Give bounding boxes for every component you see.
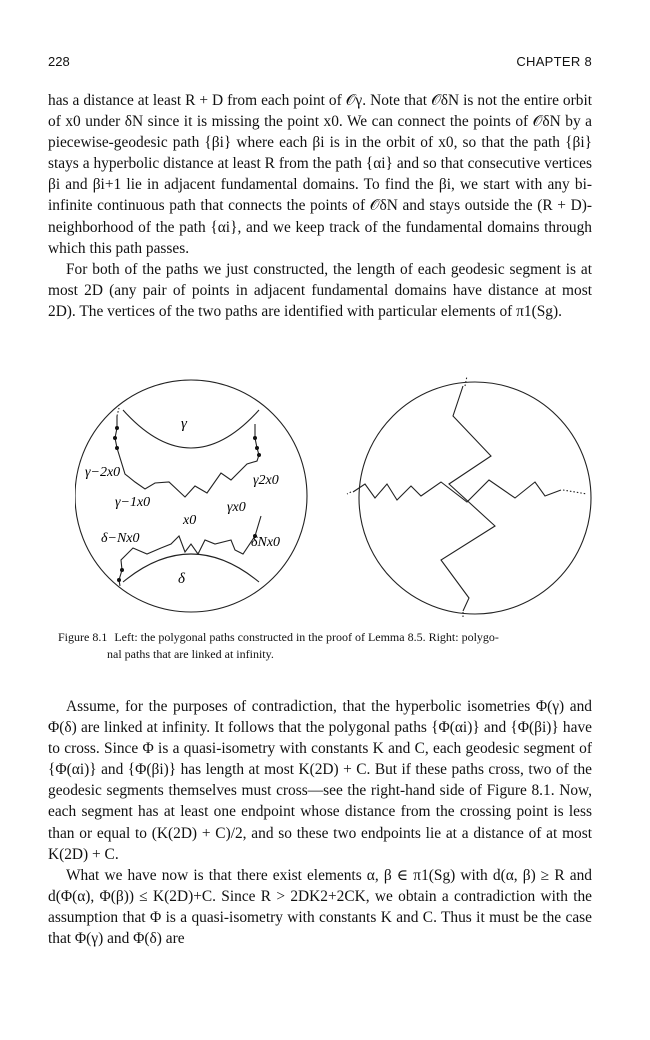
chapter-title: CHAPTER 8 (516, 54, 592, 69)
paragraph: For both of the paths we just constructed, the length of each geodesic segment is at most 2D (any pair of points in adjacent fundamental domains have distance at most 2D). The vertices of the two paths are identified with particular elements of π1(Sg). (48, 260, 592, 320)
label-deltaN-x0: δNx0 (251, 535, 281, 550)
left-disk (75, 380, 307, 612)
gamma-arc (123, 410, 259, 448)
delta-arc (123, 554, 259, 582)
text-block-bottom (48, 696, 592, 949)
paragraph: has a distance at least R + D from each point of 𝒪γ. Note that 𝒪δN is not the entire orbit of x0 under δN since it is missing the point x0. We can connect the points of 𝒪δN by a piecewise-geodesic path {βi} where each βi is in the orbit of x0, so that the path {βi} stays a hyperbolic distance at least R from the path {αi} and so that consecutive vertices βi and βi+1 lie in adjacent fundamental domains. To find the βi, we start with any bi-infinite continuous path that connects the points of 𝒪δN and stays outside the (R + D)-neighborhood of the path {αi}, and we keep track of the fundamental domains through which this path passes. (48, 92, 592, 257)
caption-line-1: Left: the polygonal paths constructed in the proof of Lemma 8.5. Right: polygo- (114, 630, 499, 644)
caption-number: Figure 8.1 (58, 630, 108, 644)
text-block-top (48, 90, 592, 322)
label-gamma-neg2-x0: γ−2x0 (85, 465, 121, 480)
label-gamma2-x0: γ2x0 (253, 473, 279, 488)
figure-8-1 (75, 376, 607, 618)
caption-line-2: nal paths that are linked at infinity. (107, 647, 274, 661)
paragraph: What we have now is that there exist elements α, β ∈ π1(Sg) with d(α, β) ≥ R and d(Φ(α), Φ(β)) ≤ K(2D)+C. Since R > 2DK2+2CK, we obtain a contradiction with the assumption that Φ is a quasi-isometry with constants K and C. Thus it must be the case that Φ(γ) and Φ(δ) are (48, 866, 592, 948)
right-disk (359, 382, 591, 614)
figure-svg (75, 376, 607, 618)
figure-caption (58, 629, 598, 663)
label-delta-negN-x0: δ−Nx0 (101, 531, 140, 546)
paragraph: Assume, for the purposes of contradiction, that the hyperbolic isometries Φ(γ) and Φ(δ) are linked at infinity. It follows that the polygonal paths {Φ(αi)} and {Φ(βi)} have to cross. Since Φ is a quasi-isometry with constants K and C, each geodesic segment of {Φ(αi)} and {Φ(βi)} has length at most K(2D) + C. But if these paths cross, two of the geodesic segments themselves must cross—see the right-hand side of Figure 8.1. Now, each segment has at least one endpoint whose distance from the crossing point is less than or equal to (K(2D) + C)/2, and so these two endpoints lie at a distance of at most K(2D) + C. (48, 698, 592, 863)
vertical-zigzag (441, 386, 495, 611)
label-gamma-neg1-x0: γ−1x0 (115, 495, 151, 510)
label-gamma-x0: γx0 (227, 500, 246, 515)
label-gamma: γ (181, 416, 187, 432)
alpha-path (115, 416, 259, 497)
label-x0: x0 (183, 513, 197, 528)
label-delta: δ (178, 571, 185, 587)
page-number: 228 (48, 54, 70, 69)
